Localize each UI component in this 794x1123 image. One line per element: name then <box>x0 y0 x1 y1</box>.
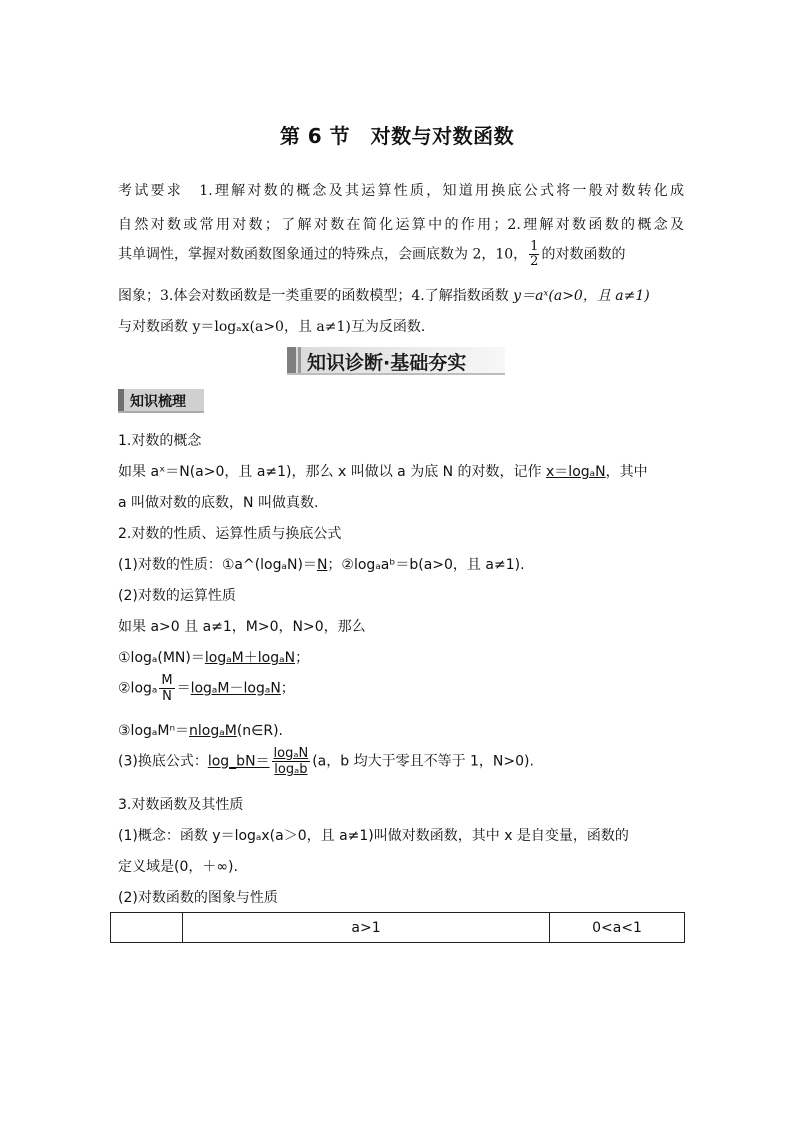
requirements-label: 考试要求 <box>118 183 184 199</box>
blank-answer: N <box>316 557 328 573</box>
table-cell: 0<a<1 <box>550 913 685 943</box>
subsection-label <box>118 389 204 413</box>
s3-p2: (2)对数函数的图象与性质 <box>118 890 278 906</box>
subsection-title: 知识梳理 <box>130 394 186 410</box>
s2-change-of-base: (3)换底公式：log_bN＝ $\frac{\text{logₐN}}{\text{logₐb}}$ (a，b 均大于零且不等于 1，N>0). <box>118 746 534 777</box>
blank-answer: logₐM＋logₐN <box>204 650 296 666</box>
requirements-line-5: 与对数函数 y＝logₐx(a>0，且 a≠1)互为反函数. <box>118 319 426 335</box>
blank-answer: logₐM－logₐN <box>190 680 281 697</box>
banner-bar-icon <box>287 347 296 373</box>
s2-p2: (2)对数的运算性质 <box>118 588 236 604</box>
table-cell <box>111 913 183 943</box>
fraction-one-half: $\frac{1}{2}$ <box>530 239 539 269</box>
s2-heading: 2.对数的性质、运算性质与换底公式 <box>118 526 342 542</box>
requirements-line-2: 自然对数或常用对数；了解对数在简化运算中的作用；2.理解对数函数的概念及 <box>118 217 684 233</box>
subhead-bar-icon <box>118 389 124 411</box>
banner-title: 知识诊断·基础夯实 <box>307 352 467 374</box>
properties-table <box>110 912 685 943</box>
page-title: 第 6 节 对数与对数函数 <box>279 124 515 148</box>
s2-p2-cond: 如果 a>0 且 a≠1，M>0，N>0，那么 <box>118 619 366 635</box>
requirements-line-4: 图象；3.体会对数函数是一类重要的函数模型；4.了解指数函数 y＝aˣ(a>0，且 a≠1) <box>118 288 650 304</box>
s1-line-2: a 叫做对数的底数，N 叫做真数. <box>118 495 319 511</box>
table-header-row <box>111 913 685 943</box>
s3-heading: 3.对数函数及其性质 <box>118 797 244 813</box>
s2-rule-3: ③logₐMⁿ＝nlogₐM(n∈R). <box>118 723 283 739</box>
s2-rule-2: ②logₐ $\frac{M}{N}$ ＝logₐM－logₐN； <box>118 673 295 704</box>
s3-p1-line-2: 定义域是(0，＋∞). <box>118 859 238 875</box>
s2-rule-1: ①logₐ(MN)＝logₐM＋logₐN； <box>118 650 310 666</box>
section-banner <box>287 347 505 375</box>
blank-answer: x＝logₐN <box>546 464 606 480</box>
s2-p1: (1)对数的性质：①a^(logₐN)＝N；②logₐaᵇ＝b(a>0，且 a≠1). <box>118 557 525 573</box>
requirements-line-1: 考试要求 1.理解对数的概念及其运算性质，知道用换底公式将一般对数转化成 <box>118 183 685 199</box>
table-cell: a>1 <box>183 913 550 943</box>
s3-p1-line-1: (1)概念：函数 y＝logₐx(a＞0，且 a≠1)叫做对数函数，其中 x 是自变量，函数的 <box>118 828 629 844</box>
blank-answer: nlogₐM <box>189 723 237 739</box>
s1-heading: 1.对数的概念 <box>118 433 202 449</box>
fraction-change-of-base: $\frac{\text{logₐN}}{\text{logₐb}}$ <box>273 746 309 777</box>
fraction-m-over-n: $\frac{M}{N}$ <box>161 673 173 704</box>
banner-bar-icon-thin <box>298 347 301 373</box>
requirements-line-3: 其单调性，掌握对数函数图象通过的特殊点，会画底数为 2，10， $\frac{1}{2}$ 的对数函数的 <box>118 239 626 269</box>
s1-line-1: 如果 aˣ＝N(a>0，且 a≠1)，那么 x 叫做以 a 为底 N 的对数，记作 x＝logₐN，其中 <box>118 464 648 480</box>
